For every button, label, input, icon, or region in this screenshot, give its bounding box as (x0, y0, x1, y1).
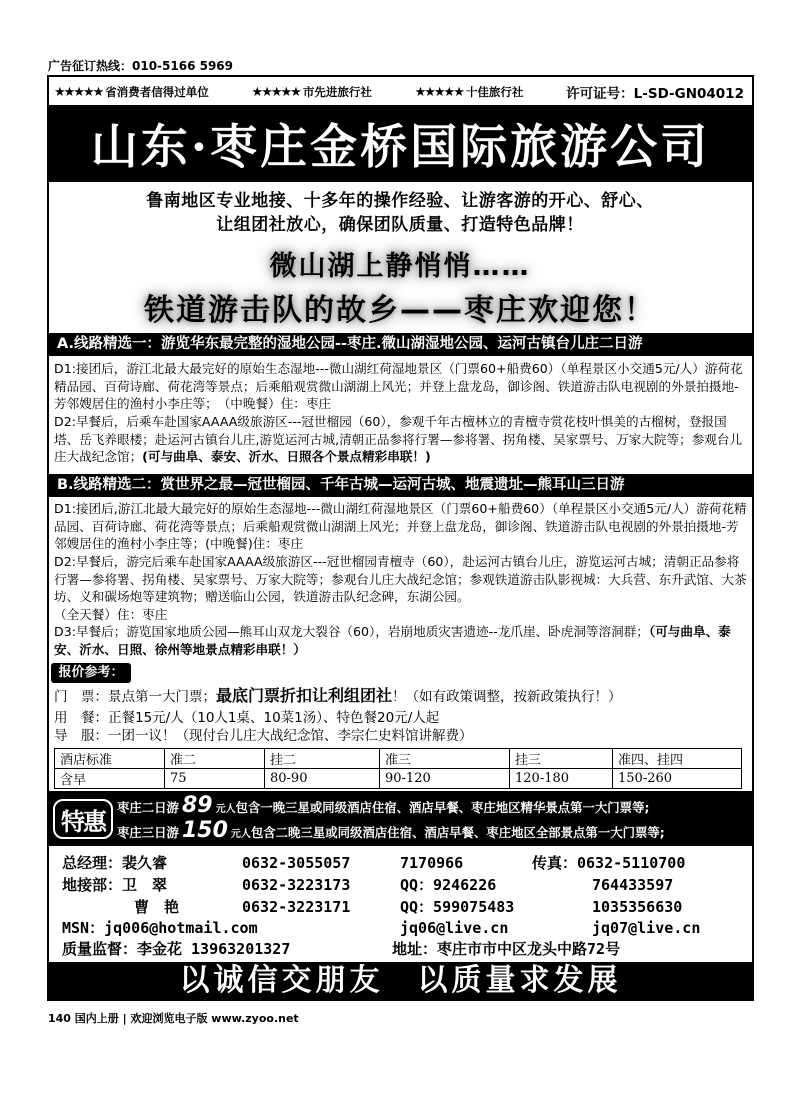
dept-contact-2: 曹 艳 (134, 898, 180, 916)
route-b-day-1: D1:接团后,游江北最大最完好的原始生态湿地---微山湖红荷湿地景区（门票60+船费60）（单程景区小交通5元/人）游荷花精品园、百荷诗廊、荷花湾等景点；后乘船观赏微山湖湖上风光；并登上盘龙岛，御诊阁、铁道游击队电视剧的外景拍摄地-芳邻嫂居住的渔村小李庄等；(中晚餐)住：枣庄 (54, 501, 747, 551)
pricing-guide: 导 服：一团一议！（现付台儿庄大战纪念馆、李宗仁史料馆讲解费） (54, 728, 473, 744)
route-a-title: A.线路精选一：游览华东最完整的湿地公园--枣庄.微山湖湿地公园、运河古镇台儿庄二日游 (49, 333, 752, 356)
quality-supervisor: 质量监督：李金花 13963201327 (62, 940, 291, 958)
offer-unit: 元人 (230, 829, 251, 840)
license-number: 许可证号：L-SD-GN04012 (566, 86, 744, 102)
slogan-welcome-zaozhuang: 铁道游击队的故乡——枣庄欢迎您！ (144, 293, 656, 328)
table-cell: 120-180 (510, 769, 613, 789)
credentials-bar (50, 80, 750, 104)
table-cell: 准二 (165, 749, 265, 769)
route-a-day-2-highlight: (可与曲阜、泰安、沂水、日照各个景点精彩串联！) (142, 449, 431, 464)
offer-detail: 包含二晚三星或同级酒店住宿、酒店早餐、枣庄地区全部景点第一大门票等; (250, 825, 665, 840)
gm-phone: 0632-3055057 (242, 854, 351, 872)
table-cell: 准三 (380, 749, 510, 769)
pricing-ticket-label: 门 票：景点第一大门票； (54, 689, 216, 705)
credential-1: ★★★★★ 省消费者信得过单位 (54, 85, 209, 100)
table-cell: 挂二 (265, 749, 380, 769)
special-offer-three-day (117, 818, 749, 844)
route-b-title: B.线路精选二：赏世界之最—冠世榴园、千年古城—运河古城、地震遗址—熊耳山三日游 (49, 474, 752, 497)
intro-line-2: 让组团社放心，确保团队质量、打造特色品牌！ (216, 215, 584, 235)
route-a-day-2-text: D2:早餐后，后乘车赴国家AAAA级旅游区---冠世榴园（60），参观千年古檀林立的青檀寺赏花枝叶惧美的古榴树，登报国塔、岳飞养眼楼；赴运河古镇台儿庄,游览运河古城,清朝正品参将行署—参将署、拐角楼、吴家票号、万家大院等；参观台儿庄大战纪念馆； (54, 414, 743, 464)
special-offer-two-day (117, 793, 749, 819)
pricing-tag: 报价参考： (51, 663, 131, 683)
qq-2b: 1035356630 (592, 898, 683, 916)
stars-icon: ★★★★★ (251, 85, 300, 100)
route-a-day-1: D1:接团后，游江北最大最完好的原始生态湿地---微山湖红荷湿地景区（门票60+船费60）（单程景区小交通5元/人）游荷花精品园、百荷诗廊、荷花湾等景点；后乘船观赏微山湖湖上风光；并登上盘龙岛，御诊阁、铁道游击队电视剧的外景拍摄地-芳邻嫂居住的渔村小李庄等； （中晚餐）住：枣庄 (54, 361, 743, 411)
table-cell: 含早 (55, 769, 165, 789)
offer-detail: 包含一晚三星或同级酒店住宿、酒店早餐、枣庄地区精华景点第一大门票等; (235, 800, 650, 815)
page-footer: 140 国内上册 | 欢迎浏览电子版 www.zyoo.net (48, 1012, 299, 1025)
route-b-day-3-highlight: （可与曲阜、泰安、沂水、日照、徐州等地景点精彩串联！） (54, 624, 731, 657)
route-b-day-3 (54, 623, 750, 658)
msn-address: MSN：jq006@hotmail.com (62, 919, 258, 937)
gm-name: 总经理：裴久睿 (62, 854, 168, 872)
msn-address-2: jq06@live.cn (400, 919, 509, 937)
table-cell: 90-120 (380, 769, 510, 789)
route-a-day-2 (54, 413, 750, 466)
table-cell: 酒店标准 (55, 749, 165, 769)
special-offer-badge: 特惠 (53, 799, 113, 839)
offer-price: 89 (181, 793, 213, 818)
intro-line-1: 鲁南地区专业地接、十多年的操作经验、让游客游的开心、舒心、 (146, 191, 654, 211)
qq-1b: 764433597 (592, 876, 674, 894)
slogan-weishan-lake: 微山湖上静悄悄…… (269, 251, 531, 282)
fax-number: 传真：0632-5110700 (532, 854, 686, 872)
dept-phone-2: 0632-3223171 (242, 898, 351, 916)
offer-name: 枣庄三日游 (117, 825, 179, 840)
offer-unit: 元人 (215, 804, 236, 815)
table-cell: 80-90 (265, 769, 380, 789)
company-address: 地址：枣庄市市中区龙头中路72号 (392, 940, 621, 958)
table-cell: 150-260 (613, 769, 742, 789)
table-row (55, 749, 742, 769)
credential-2: ★★★★★ 市先进旅行社 (251, 85, 372, 100)
table-cell: 准四、挂四 (613, 749, 742, 769)
table-cell: 75 (165, 769, 265, 789)
intro-text (50, 189, 750, 237)
route-b-day-2: D2:早餐后，游完后乘车赴国家AAAA级旅游区---冠世榴园青檀寺（60），赴运河古镇台儿庄，游览运河古城；清朝正品参将行署—参将署、拐角楼、吴家票号、万家大院等；参观台儿庄大战纪念馆；参观铁道游击队影视城：大兵营、东升武馆、大茶坊、义和碳场炮等建筑物；赠送临山公园，铁道游击队纪念碑，东湖公园。 （全天餐）住：枣庄 (54, 554, 753, 622)
offer-name: 枣庄二日游 (117, 800, 179, 815)
hotel-price-table (54, 748, 742, 789)
footer-slogan: 以诚信交朋友 以质量求发展 (49, 962, 752, 999)
qq-2: QQ：599075483 (400, 898, 515, 916)
credential-3: ★★★★★ 十佳旅行社 (414, 85, 524, 100)
pricing-ticket-discount: 最底门票折扣让利组团社 (216, 686, 393, 705)
dept-phone-1: 0632-3223173 (242, 876, 351, 894)
table-row (55, 769, 742, 789)
stars-icon: ★★★★★ (54, 85, 103, 100)
pricing-ticket (54, 686, 750, 707)
ad-hotline: 广告征订热线：010-5166 5969 (48, 59, 234, 73)
msn-address-3: jq07@live.cn (592, 919, 701, 937)
offer-price: 150 (181, 818, 228, 843)
pricing-meal: 用 餐：正餐15元/人（10人1桌、10菜1汤）、特色餐20元/人起 (54, 710, 440, 726)
dept-contact-1: 地接部：卫 翠 (62, 876, 168, 894)
special-offer-bar (49, 791, 752, 846)
stars-icon: ★★★★★ (414, 85, 463, 100)
route-b-day-3-text: D3:早餐后；游览国家地质公园—熊耳山双龙大裂谷（60），岩崩地质灾害遗迹--龙爪崖、卧虎洞等溶洞群； (54, 624, 649, 639)
gm-phone-2: 7170966 (400, 854, 464, 872)
company-name-banner: 山东·枣庄金桥国际旅游公司 (49, 105, 752, 182)
qq-1: QQ：9246226 (400, 876, 497, 894)
pricing-ticket-note: ！（如有政策调整，按新政策执行！） (392, 689, 622, 705)
table-cell: 挂三 (510, 749, 613, 769)
